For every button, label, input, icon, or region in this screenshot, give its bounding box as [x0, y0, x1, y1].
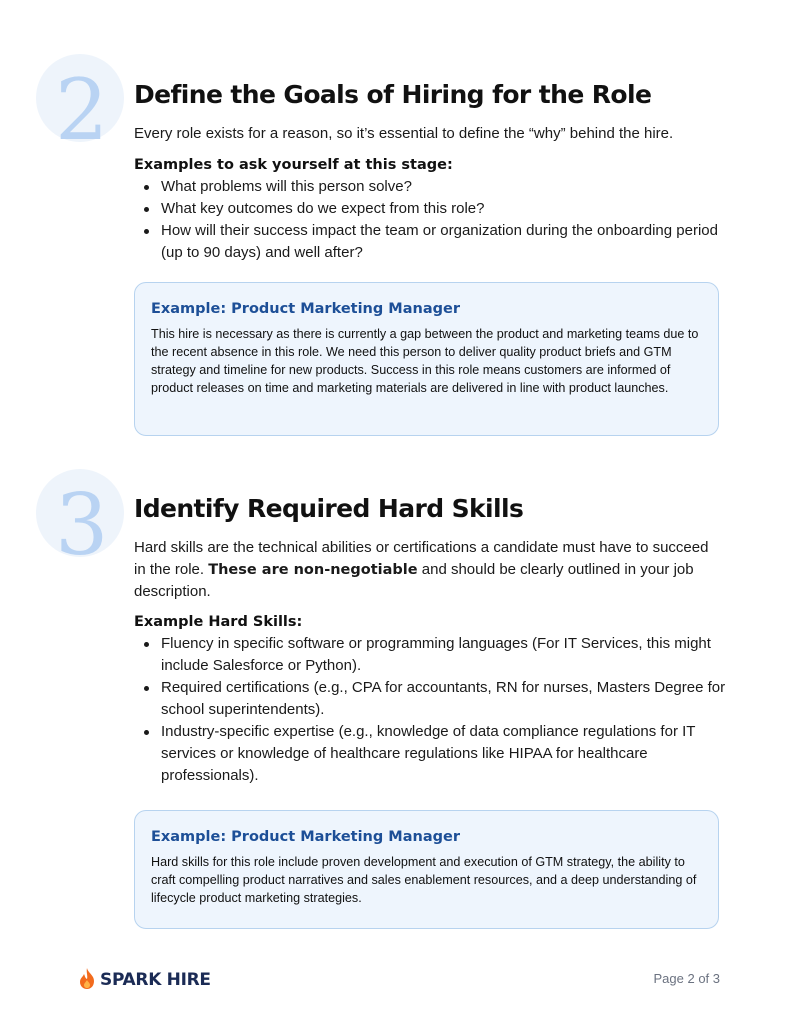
example-text: This hire is necessary as there is currently a gap between the product and marketing teams due to the recent absence in this role. We need this person to deliver quality product briefs and GTM strategy and timeline for new products. Success in this role means customers are informed of product releases on time and marketing materials are delivered in line with product launches. [151, 327, 699, 395]
intro-text: and should be clearly outlined in your job description. [134, 561, 694, 600]
section-heading: Identify Required Hard Skills [134, 494, 524, 523]
logo-text: SPARK HIRE [100, 970, 211, 990]
intro-emphasis: These are non-negotiable [208, 562, 418, 578]
section-heading: Define the Goals of Hiring for the Role [134, 80, 652, 109]
example-title: Example: Product Marketing Manager [151, 301, 460, 317]
example-text: Hard skills for this role include proven development and execution of GTM strategy, the ability to craft compelling product narratives and sales enablement resources, and a deep understanding of lifecycle product marketing strategies. [151, 855, 697, 905]
list-item: What problems will this person solve? [142, 176, 732, 198]
example-title: Example: Product Marketing Manager [151, 829, 460, 845]
section-intro: Every role exists for a reason, so it’s essential to define the “why” behind the hire. [134, 125, 674, 142]
intro-text: Hard skills are the technical abilities or certifications a candidate must have to succeed in the role. [134, 539, 709, 578]
section-intro [134, 537, 724, 603]
list-item: Industry-specific expertise (e.g., knowledge of data compliance regulations for IT services or knowledge of healthcare regulations like HIPAA for healthcare professionals). [142, 721, 732, 787]
list-label: Examples to ask yourself at this stage: [134, 157, 453, 173]
bullet-list [142, 176, 732, 264]
list-item: Required certifications (e.g., CPA for accountants, RN for nurses, Masters Degree for school superintendents). [142, 677, 732, 721]
list-item: Fluency in specific software or programming languages (For IT Services, this might include Salesforce or Python). [142, 633, 732, 677]
example-callout [134, 282, 719, 436]
page-number: Page 2 of 3 [653, 971, 720, 986]
list-item: What key outcomes do we expect from this role? [142, 198, 732, 220]
list-item: How will their success impact the team or organization during the onboarding period (up to 90 days) and well after? [142, 220, 732, 264]
example-callout [134, 810, 719, 929]
section-number: 2 [55, 61, 109, 159]
section-number: 3 [55, 476, 109, 574]
list-label: Example Hard Skills: [134, 614, 303, 630]
bullet-list [142, 633, 732, 787]
flame-icon [78, 968, 96, 990]
